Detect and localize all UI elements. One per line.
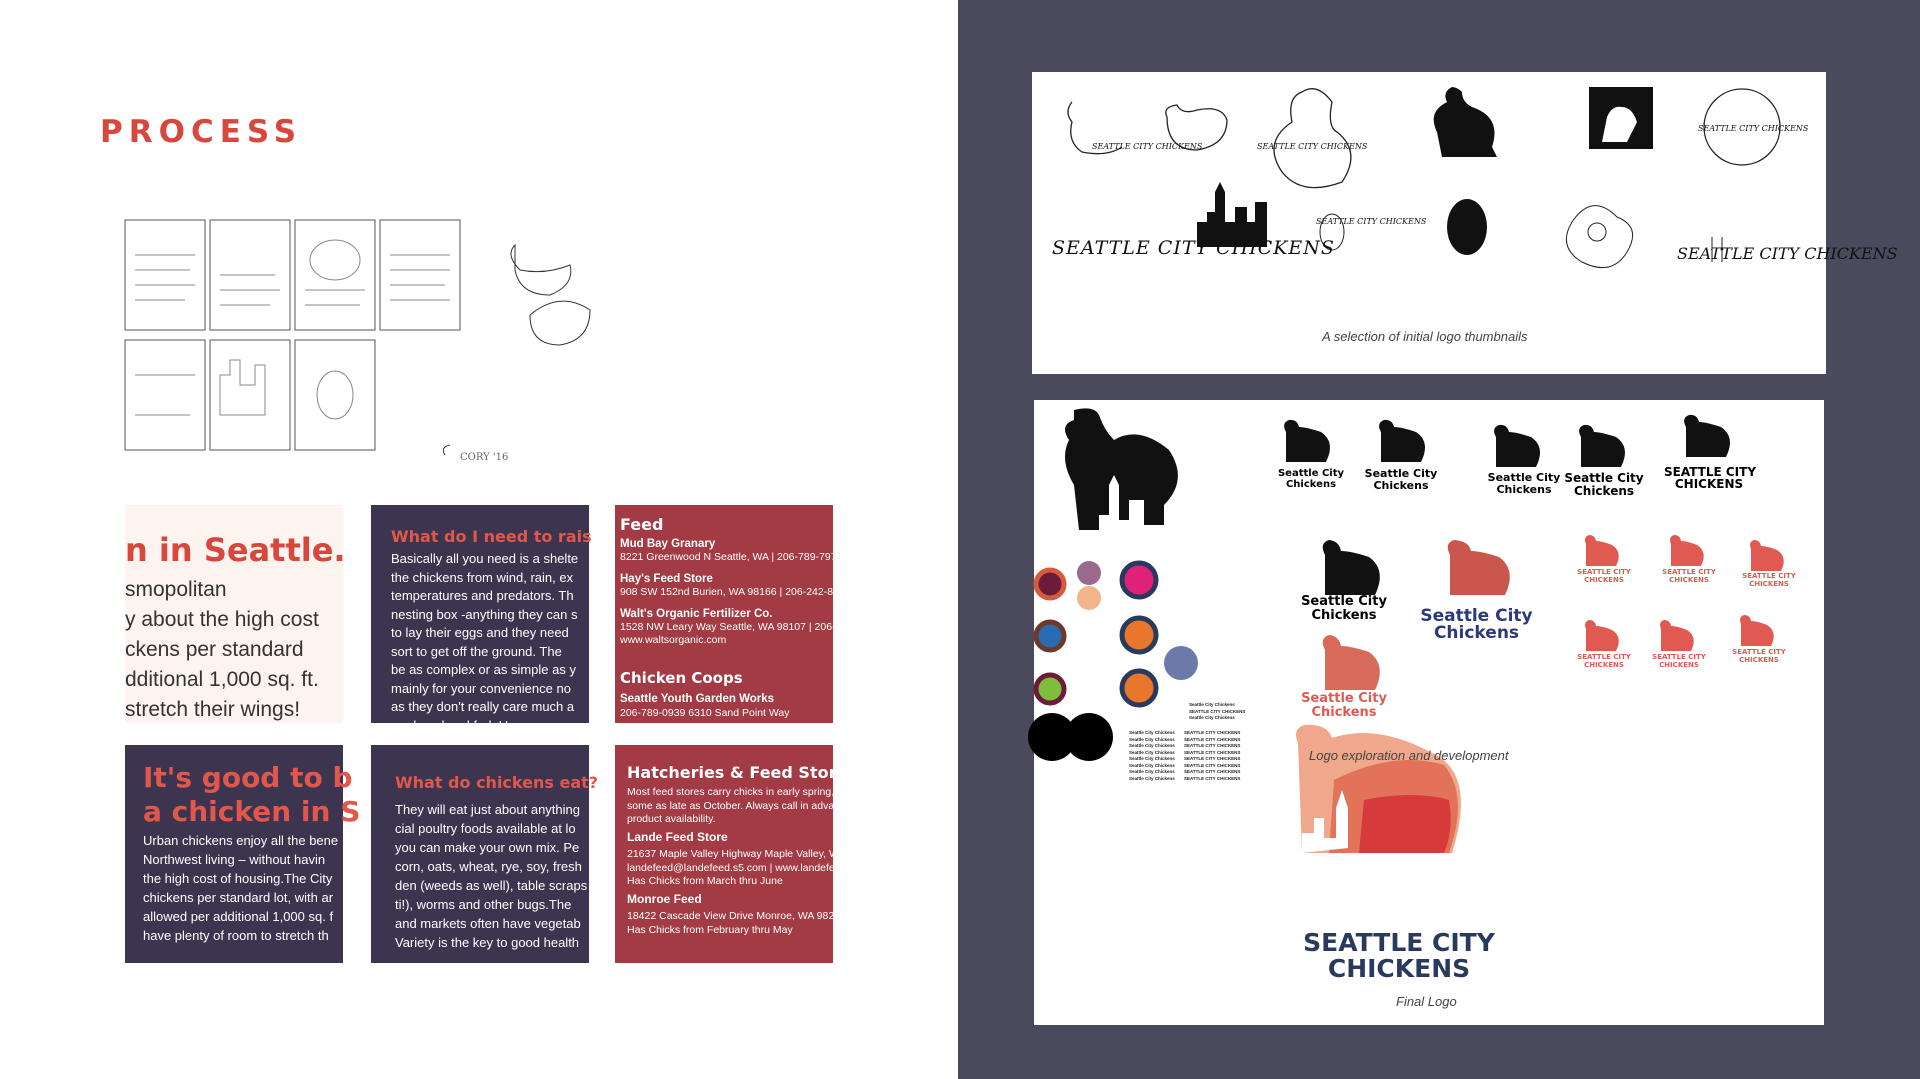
logo-label: SEATTLE CITY CHICKENS [1662,568,1716,584]
small-hen-mark [1579,425,1625,467]
small-hen-mark [1494,425,1540,467]
card-line: Variety is the key to good health [395,935,580,950]
card-line: Has Chicks from March thru June [627,875,783,887]
card-entry-name: Lande Feed Store [627,829,728,844]
card-line: as they don't really care much a [391,699,575,714]
card-line: allowed per additional 1,000 sq. f [143,909,334,924]
card-line: Basically all you need is a shelte [391,551,579,566]
hand-lettering: SEATTLE CITY CHICKENS [1316,217,1427,226]
final-logo-line: SEATTLE CITY [1303,928,1495,957]
logo-label: Seattle City Chickens [1420,606,1533,643]
card-line: are loved and fed. Use your cre [391,717,573,733]
card-entry-detail: 1528 NW Leary Way Seattle, WA 98107 | 206-297-9092 [620,621,880,633]
final-logo-wordmark [1279,930,1519,982]
small-hen-mark [1284,420,1330,462]
red-hen-mark [1660,620,1694,651]
development-caption: Logo exploration and development [1309,748,1509,763]
card-line: landefeed@landefeed.s5.com | www.landefeed.s [627,861,855,874]
card-line: ti!), worms and other bugs.The [395,897,572,912]
logo-label: SEATTLE CITY CHICKENS [1664,465,1757,491]
color-hen-mark [1448,540,1510,595]
card-line: Urban chickens enjoy all the bene [143,833,339,848]
card-line: corn, oats, wheat, rye, soy, fresh [395,859,582,874]
card-line: dditional 1,000 sq. ft. [125,668,319,691]
logo-thumbnails-panel [1032,72,1898,374]
card-line: den (weeds as well), table scraps [395,878,588,893]
thumbnails-caption: A selection of initial logo thumbnails [1322,329,1528,344]
card-body [627,786,866,937]
card-line: the high cost of housing.The City [143,871,333,886]
egg-hen-mark [1447,199,1487,255]
page-title: PROCESS [100,114,303,150]
final-logo-mark [1296,725,1461,853]
card-entry-name: Monroe Feed [627,891,702,906]
final-logo-caption: Final Logo [1396,994,1457,1009]
card-title: It's good to b [143,761,353,794]
logo-label: SEATTLE CITY CHICKENS [1732,648,1786,664]
logo-label: Seattle City Chickens [1364,467,1438,492]
card-title: What do chickens eat? [395,773,599,792]
hen-silhouette [1434,87,1497,157]
sketch-frame [125,220,205,330]
red-hen-mark [1670,535,1704,566]
logo-label: SEATTLE CITY CHICKENS [1742,572,1796,588]
card-body [395,800,589,952]
card-line: to lay their eggs and they need [391,625,569,640]
large-hen-silhouette [1065,408,1178,530]
card-title: What do I need to rais [391,527,592,546]
hand-lettering: SEATTLE CITY CHICKENS [1052,237,1335,259]
hand-lettering: SEATTLE CITY CHICKENS [1698,124,1809,133]
card-line: stretch their wings! [125,698,301,721]
logo-label: SEATTLE CITY CHICKENS [1577,568,1631,584]
hen-sketch [1274,89,1351,188]
color-swatch [1036,675,1064,703]
card-line: the chickens from wind, rain, ex [391,569,574,585]
card-line: mainly for your convenience no [391,680,571,696]
card-line: They will eat just about anything [395,802,580,817]
color-swatch [1122,671,1156,705]
logo-label: Seattle City Chickens [1564,471,1644,498]
color-swatch [1077,586,1101,610]
logo-development-panel: Seattle City Chickens Seattle City Chickens Seattle City Chickens Seattle City Chickens SEATTLE CITY CHICKENS Seattle City Chickens Seattle City Chickens Seattle City Chickens SEATTLE CITY CHICKENS SEATTLE CITY CHICKENS SEATTLE CITY CHICKENS SEATTLE CITY CHICKENS SEATTLE CITY CHICKENS SEATTLE CITY CHICKENS Seattle City Chickens SEATTLE CITY CHICKENS Seattle City Chickens Seattle City Chickens Seattle City Chickens Seattle City Chickens Seattle City Chickens Seattle City Chickens Seattle City Chickens Seattle City Chickens Seattle City Chickens SEATTLE CITY CHICKENS SEATTLE CITY CHICKENS SEATTLE CITY CHICKENS SEATTLE CITY CHICKENS SEATTLE CITY CHICKENS SEATTLE CITY CHICKENS SEATTLE CITY CHICKENS SEATTLE CITY CHICKENS Logo exploration and development SEATTLE CITY CHICKENS Final Logo [1034,400,1824,1025]
card-line: you can make your own mix. Pe [395,840,580,855]
card-title: n in Seattle. [125,531,346,569]
poster-card-hatcheries [615,745,866,963]
card-body [391,550,589,735]
card-entry-name: Walt's Organic Fertilizer Co. [620,608,773,620]
mid-hen-mark [1323,540,1380,595]
sketch-frame [210,340,290,450]
poster-card-what-do-chickens-eat [371,745,599,963]
card-body [143,831,343,945]
logo-label: SEATTLE CITY CHICKENS [1652,653,1706,669]
card-line: 18422 Cascade View Drive Monroe, WA 98272 | 3 [627,910,861,922]
card-entry-name: Hay's Feed Store [620,573,713,585]
card-line: temperatures and predators. Th [391,588,574,603]
poster-card-seattle [125,505,346,723]
card-line: and markets often have vegetab [395,916,581,931]
card-title: Feed [620,515,664,534]
card-line: chickens per standard lot, with ar [143,890,334,905]
card-entry-name: Mud Bay Granary [620,538,716,550]
card-entry-detail: 8221 Greenwood N Seattle, WA | 206-789-7977 [620,551,843,563]
card-line: have plenty of room to stretch th [143,928,329,943]
card-subtitle: Chicken Coops [620,669,743,687]
sketch-frame [380,220,460,330]
thumbnail-sketches [120,215,560,465]
sketch-signature: CORY '16 [460,452,509,463]
card-entry-name: Seattle Youth Garden Works [620,693,775,705]
card-body [125,575,343,725]
color-swatch [1122,618,1156,652]
sketch-frame [295,220,375,330]
color-swatch [1122,563,1156,597]
card-entry-detail: 206-789-0939 6310 Sand Point Way [620,707,790,719]
card-line: Has Chicks from February thru May [627,923,793,936]
card-line: cial poultry foods available at lo [395,821,576,836]
fried-egg-mark [1566,206,1632,268]
logo-label: Seattle City Chickens [1487,471,1561,496]
card-line: Most feed stores carry chicks in early spring, some [627,786,863,798]
red-hen-mark [1585,620,1619,651]
card-line: smopolitan [125,578,227,601]
color-swatch [1036,570,1064,598]
red-hen-mark [1585,535,1619,566]
left-page [0,0,958,1079]
card-title: Hatcheries & Feed Stor [627,763,837,782]
card-line: nesting box -anything they can s [391,606,578,622]
logo-label: Seattle City Chickens [1301,594,1387,623]
red-hen-mark [1750,540,1784,571]
card-line: 21637 Maple Valley Highway Maple Valley, WA 980 [627,848,866,860]
poster-card-what-do-i-need [371,505,592,733]
hand-lettering: SEATTLE CITY CHICKENS [1677,244,1898,263]
card-line: ckens per standard [125,638,304,661]
poster-card-good-to-be [125,745,361,963]
card-line: sort to get off the ground. The [391,643,562,659]
card-body [620,538,880,647]
card-line: Northwest living – without havin [143,852,326,867]
card-title: a chicken in S [143,795,361,828]
color-hen-mark [1323,635,1380,690]
color-swatch [1077,561,1101,585]
red-hen-mark [1740,615,1774,646]
card-line: be as complex or as simple as y [391,662,576,677]
logo-label: Seattle City Chickens [1301,691,1387,720]
color-swatch [1036,622,1064,650]
card-line: product availability. [627,813,716,825]
logo-label: Seattle City Chickens [1277,468,1345,490]
sketch-frame [125,340,205,450]
card-entry-detail: 908 SW 152nd Burien, WA 98166 | 206-242-8000 [620,586,851,598]
poster-card-feed [615,505,880,723]
final-logo-line: CHICKENS [1327,954,1471,983]
hand-lettering: SEATTLE CITY CHICKENS [1257,142,1368,151]
card-line: some as late as October. Always call in advance to [627,799,863,812]
small-hen-mark [1684,415,1730,457]
small-hen-mark [1379,420,1425,462]
color-swatch [1065,713,1113,761]
color-swatch [1164,646,1198,680]
card-line: y about the high cost [125,608,319,631]
sketch-frame [295,340,375,450]
logo-label: SEATTLE CITY CHICKENS [1577,653,1631,669]
hand-lettering: SEATTLE CITY CHICKENS [1092,142,1203,151]
card-entry-detail: www.waltsorganic.com [620,634,727,646]
